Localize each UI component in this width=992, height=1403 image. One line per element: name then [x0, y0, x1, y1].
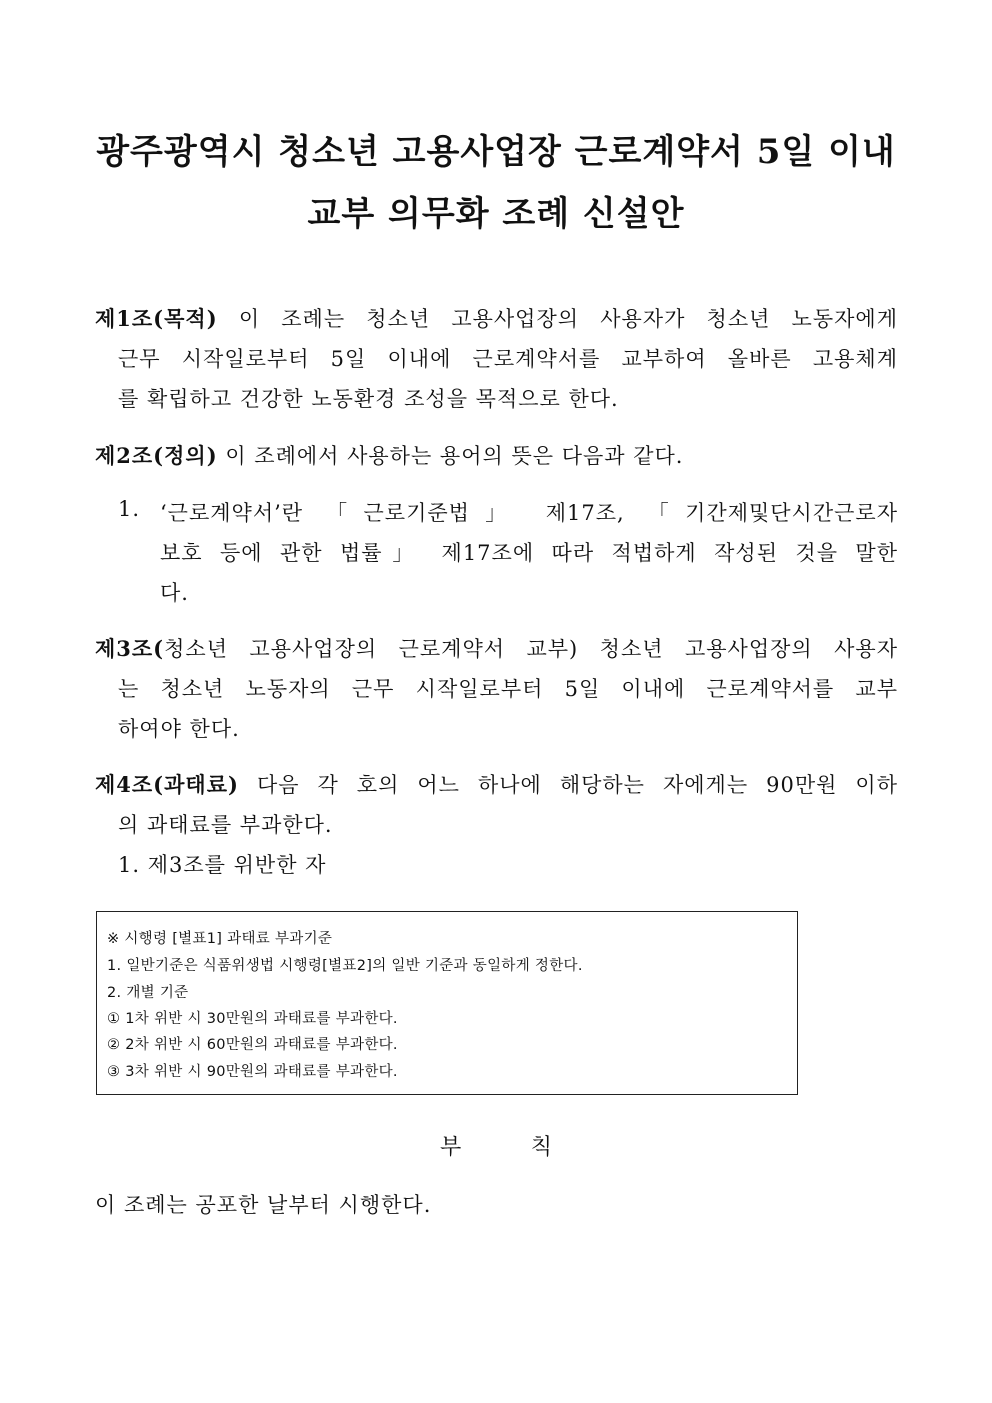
article-4-item-1 [118, 849, 898, 879]
supplementary-heading [440, 1130, 552, 1161]
document-title-line-1: 광주광역시 청소년 고용사업장 근로계약서 5일 이내 [96, 132, 896, 172]
article-2-item-1-line-2: 보호 등에 관한 법률」 제17조에 따라 적법하게 작성된 것을 말한 [160, 541, 898, 565]
article-2-item-1-line-3: 다. [160, 581, 189, 605]
article-1-heading: 제1조(목적) [95, 306, 218, 331]
article-2-item-1-number: 1. [118, 497, 141, 521]
article-3-text: 청소년 고용사업장의 사용자 [599, 637, 898, 661]
article-1-line-3: 를 확립하고 건강한 노동환경 조성을 목적으로 한다. [118, 387, 619, 411]
article-3-line-1 [95, 633, 898, 663]
penalty-criteria-box [96, 911, 798, 1095]
box-line-6: ③ 3차 위반 시 90만원의 과태료를 부과한다. [107, 1064, 398, 1080]
supplementary-text: 이 조례는 공포한 날부터 시행한다. [95, 1193, 432, 1217]
box-line-2: 1. 일반기준은 식품위생법 시행령[별표2]의 일반 기준과 동일하게 정한다. [107, 958, 583, 974]
article-4-item-1-text: 제3조를 위반한 자 [147, 853, 327, 877]
supplementary-heading-char-1: 부 [440, 1135, 462, 1160]
box-line-5: ② 2차 위반 시 60만원의 과태료를 부과한다. [107, 1037, 398, 1053]
article-4-line-2: 의 과태료를 부과한다. [118, 813, 333, 837]
box-line-4: ① 1차 위반 시 30만원의 과태료를 부과한다. [107, 1011, 398, 1027]
article-3-heading-rest: 청소년 고용사업장의 근로계약서 교부) [164, 637, 579, 661]
article-1-line-1 [95, 303, 898, 333]
article-2-line-1 [95, 440, 898, 470]
article-2-item-1-line-1: ‘근로계약서’란 「근로기준법」 제17조, 「기간제및단시간근로자 [160, 501, 898, 525]
article-2-text: 이 조례에서 사용하는 용어의 뜻은 다음과 같다. [225, 444, 684, 468]
article-4-line-1 [95, 769, 898, 799]
supplementary-heading-char-2: 칙 [530, 1135, 552, 1160]
box-line-1: ※ 시행령 [별표1] 과태료 부과기준 [107, 931, 333, 947]
article-4-item-1-number: 1. [118, 853, 141, 877]
document-title-line-2: 교부 의무화 조례 신설안 [307, 194, 685, 234]
box-line-3: 2. 개별 기준 [107, 985, 189, 1001]
article-1-line-2: 근무 시작일로부터 5일 이내에 근로계약서를 교부하여 올바른 고용체계 [118, 347, 898, 371]
article-3-heading-prefix: 제3조( [95, 636, 165, 661]
article-1-text: 이 조례는 청소년 고용사업장의 사용자가 청소년 노동자에게 [238, 307, 898, 331]
article-4-text: 다음 각 호의 어느 하나에 해당하는 자에게는 90만원 이하 [256, 773, 898, 797]
article-2-heading: 제2조(정의) [95, 443, 218, 468]
article-3-line-3: 하여야 한다. [118, 717, 240, 741]
article-3-line-2: 는 청소년 노동자의 근무 시작일로부터 5일 이내에 근로계약서를 교부 [118, 677, 898, 701]
article-4-heading: 제4조(과태료) [95, 772, 239, 797]
